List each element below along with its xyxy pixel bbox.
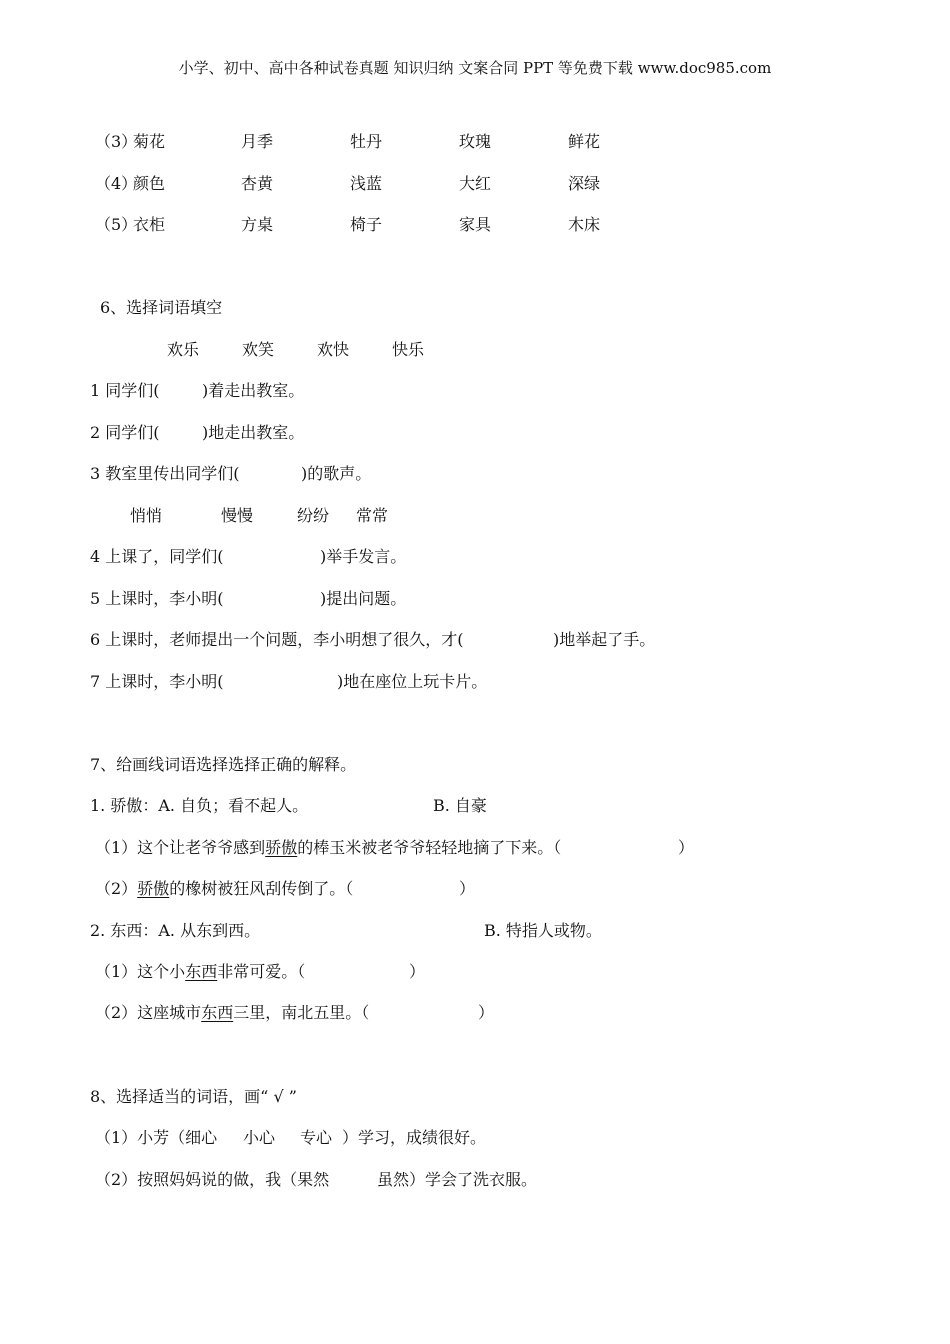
word-option: 慢慢 xyxy=(221,506,254,525)
sentence-item xyxy=(95,962,305,982)
word-option: 纷纷 xyxy=(297,506,330,525)
word-option: 常常 xyxy=(356,506,389,525)
q7-title: 7、给画线词语选择选择正确的解释。 xyxy=(90,755,357,774)
word-cell: 大红 xyxy=(459,174,492,193)
q8-title: 8、选择适当的词语，画“ √ ” xyxy=(90,1087,297,1106)
word-definition-b: B. 自豪 xyxy=(433,796,487,815)
underlined-word: 东西 xyxy=(185,962,218,981)
sentence-item xyxy=(95,838,561,858)
row-number: （3） xyxy=(95,132,138,151)
blank-item-post: )的歌声。 xyxy=(301,464,372,483)
underlined-word: 骄傲 xyxy=(137,879,170,898)
sentence-pre: （1）这个让老爷爷感到 xyxy=(95,838,266,857)
word-cell: 方桌 xyxy=(241,215,274,234)
word-option: 欢快 xyxy=(317,340,350,359)
word-option: 欢乐 xyxy=(167,340,200,359)
blank-item-pre: 4 上课了，同学们( xyxy=(90,547,224,566)
row-number: （4） xyxy=(95,174,138,193)
choice-option: 专心 xyxy=(300,1128,333,1147)
answer-close-paren: ） xyxy=(459,879,476,898)
word-cell: 牡丹 xyxy=(350,132,383,151)
sentence-post: 非常可爱。（ xyxy=(217,962,306,981)
choice-option: 小心 xyxy=(243,1128,276,1147)
row-number: （5） xyxy=(95,215,138,234)
sentence-post: 的棒玉米被老爷爷轻轻地摘了下来。（ xyxy=(297,838,562,857)
sentence-post: 三里，南北五里。（ xyxy=(233,1003,370,1022)
word-option: 欢笑 xyxy=(242,340,275,359)
blank-item-post: )地走出教室。 xyxy=(202,423,305,442)
word-cell: 月季 xyxy=(241,132,274,151)
answer-close-paren: ） xyxy=(409,962,426,981)
blank-item-pre: 7 上课时，李小明( xyxy=(90,672,224,691)
word-definition-a: 2. 东西：A. 从东到西。 xyxy=(90,921,261,940)
blank-item-post: )提出问题。 xyxy=(320,589,407,608)
blank-item-post: )地举起了手。 xyxy=(553,630,656,649)
word-option: 快乐 xyxy=(392,340,425,359)
word-cell: 菊花 xyxy=(133,132,166,151)
sentence-pre: （2） xyxy=(95,879,138,898)
sentence-post: 的橡树被狂风刮传倒了。（ xyxy=(169,879,354,898)
blank-item-pre: 5 上课时，李小明( xyxy=(90,589,224,608)
word-definition-a: 1. 骄傲：A. 自负；看不起人。 xyxy=(90,796,309,815)
word-option: 悄悄 xyxy=(130,506,163,525)
blank-item-pre: 1 同学们( xyxy=(90,381,160,400)
word-cell: 杏黄 xyxy=(241,174,274,193)
word-definition-b: B. 特指人或物。 xyxy=(484,921,602,940)
choice-pre: （1）小芳（细心 xyxy=(95,1128,218,1147)
q6-title: 6、选择词语填空 xyxy=(100,298,223,317)
word-cell: 浅蓝 xyxy=(350,174,383,193)
word-cell: 家具 xyxy=(459,215,492,234)
choice-option: 虽然）学会了洗衣服。 xyxy=(377,1170,538,1189)
word-cell: 椅子 xyxy=(350,215,383,234)
word-cell: 玫瑰 xyxy=(459,132,492,151)
choice-post: ）学习，成绩很好。 xyxy=(342,1128,487,1147)
word-cell: 衣柜 xyxy=(133,215,166,234)
underlined-word: 骄傲 xyxy=(265,838,298,857)
word-cell: 颜色 xyxy=(133,174,166,193)
word-cell: 木床 xyxy=(568,215,601,234)
page-header: 小学、初中、高中各种试卷真题 知识归纳 文案合同 PPT 等免费下载 www.doc985.com xyxy=(178,59,772,77)
answer-close-paren: ） xyxy=(478,1003,495,1022)
blank-item-post: )地在座位上玩卡片。 xyxy=(337,672,488,691)
answer-close-paren: ） xyxy=(678,838,695,857)
blank-item-pre: 2 同学们( xyxy=(90,423,160,442)
blank-item-post: )举手发言。 xyxy=(320,547,407,566)
word-cell: 鲜花 xyxy=(568,132,601,151)
blank-item-pre: 3 教室里传出同学们( xyxy=(90,464,240,483)
blank-item-pre: 6 上课时，老师提出一个问题，李小明想了很久，才( xyxy=(90,630,464,649)
underlined-word: 东西 xyxy=(201,1003,234,1022)
sentence-pre: （2）这座城市 xyxy=(95,1003,202,1022)
word-cell: 深绿 xyxy=(568,174,601,193)
sentence-item xyxy=(95,1003,369,1023)
sentence-item xyxy=(95,879,353,899)
choice-pre: （2）按照妈妈说的做，我（果然 xyxy=(95,1170,330,1189)
blank-item-post: )着走出教室。 xyxy=(202,381,305,400)
sentence-pre: （1）这个小 xyxy=(95,962,186,981)
